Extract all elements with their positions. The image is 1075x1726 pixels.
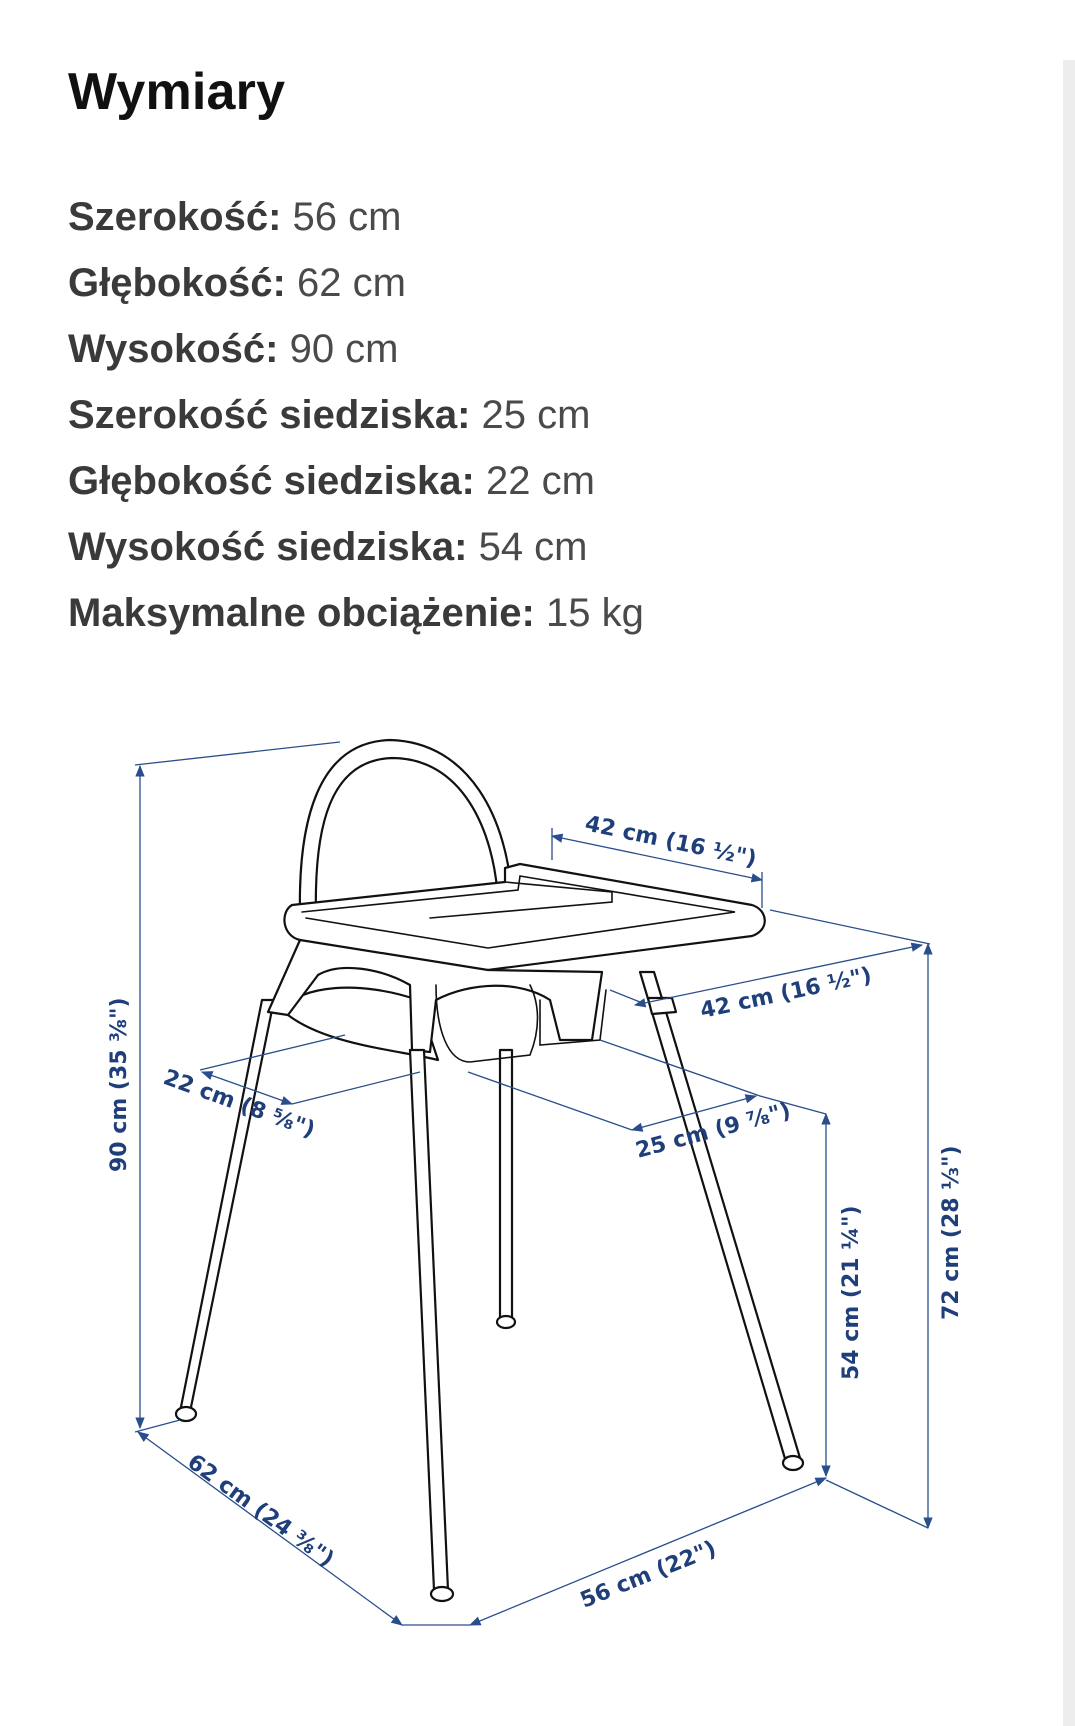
- front-left-foot: [431, 1587, 453, 1601]
- spec-depth: [68, 254, 644, 320]
- spec-value: 62 cm: [296, 261, 406, 305]
- spec-value: 22 cm: [485, 459, 595, 503]
- spec-label: Wysokość siedziska:: [68, 525, 468, 569]
- extension-line: [200, 1035, 345, 1070]
- front-left-leg: [410, 1050, 448, 1590]
- spec-height: [68, 320, 644, 386]
- spec-label: Wysokość:: [68, 327, 279, 371]
- back-left-foot: [176, 1407, 196, 1421]
- spec-label: Maksymalne obciążenie:: [68, 591, 535, 635]
- tray-depth-label: 42 cm (16 ½"): [698, 963, 874, 1024]
- extension-line: [135, 742, 340, 765]
- spec-value: 15 kg: [545, 591, 644, 635]
- extension-line: [135, 1420, 180, 1432]
- back-right-leg: [500, 1050, 512, 1318]
- extension-line: [826, 1480, 928, 1528]
- spec-seat-depth: [68, 452, 644, 518]
- spec-label: Szerokość siedziska:: [68, 393, 471, 437]
- extension-line: [468, 1072, 632, 1130]
- seat-depth-label: 22 cm (8 ⅝"): [159, 1065, 319, 1144]
- section-title: Wymiary: [68, 63, 286, 121]
- spec-width: [68, 188, 644, 254]
- back-right-foot: [497, 1316, 515, 1328]
- high-chair-dimension-diagram: [0, 700, 1060, 1726]
- spec-max-load: [68, 584, 644, 650]
- scrollbar[interactable]: [1063, 60, 1075, 1726]
- front-right-foot: [783, 1456, 803, 1470]
- extension-line: [610, 990, 640, 1002]
- tray-height-label: 72 cm (28 ⅓"): [939, 1145, 964, 1320]
- front-right-leg: [640, 972, 800, 1462]
- spec-value: 56 cm: [292, 195, 402, 239]
- spec-seat-width: [68, 386, 644, 452]
- seat-width-label: 25 cm (9 ⅞"): [633, 1098, 794, 1164]
- spec-label: Głębokość:: [68, 261, 286, 305]
- extension-line: [770, 910, 930, 944]
- seat-front-panel: [436, 985, 538, 1062]
- width-dimension: [470, 1478, 826, 1625]
- spec-seat-height: [68, 518, 644, 584]
- depth-label: 62 cm (24 ⅜"): [182, 1449, 339, 1573]
- total-height-label: 90 cm (35 ⅜"): [107, 997, 132, 1172]
- spec-label: Szerokość:: [68, 195, 282, 239]
- right-leg-joint: [648, 998, 676, 1014]
- dimension-spec-list: [68, 188, 644, 650]
- seat-height-label: 54 cm (21 ¼"): [839, 1205, 864, 1380]
- extension-line: [292, 1072, 420, 1104]
- width-label: 56 cm (22"): [576, 1536, 720, 1614]
- spec-label: Głębokość siedziska:: [68, 459, 475, 503]
- spec-value: 90 cm: [289, 327, 399, 371]
- back-left-leg: [180, 1000, 274, 1412]
- spec-value: 25 cm: [481, 393, 591, 437]
- tray-width-label: 42 cm (16 ½"): [582, 811, 759, 873]
- spec-value: 54 cm: [478, 525, 588, 569]
